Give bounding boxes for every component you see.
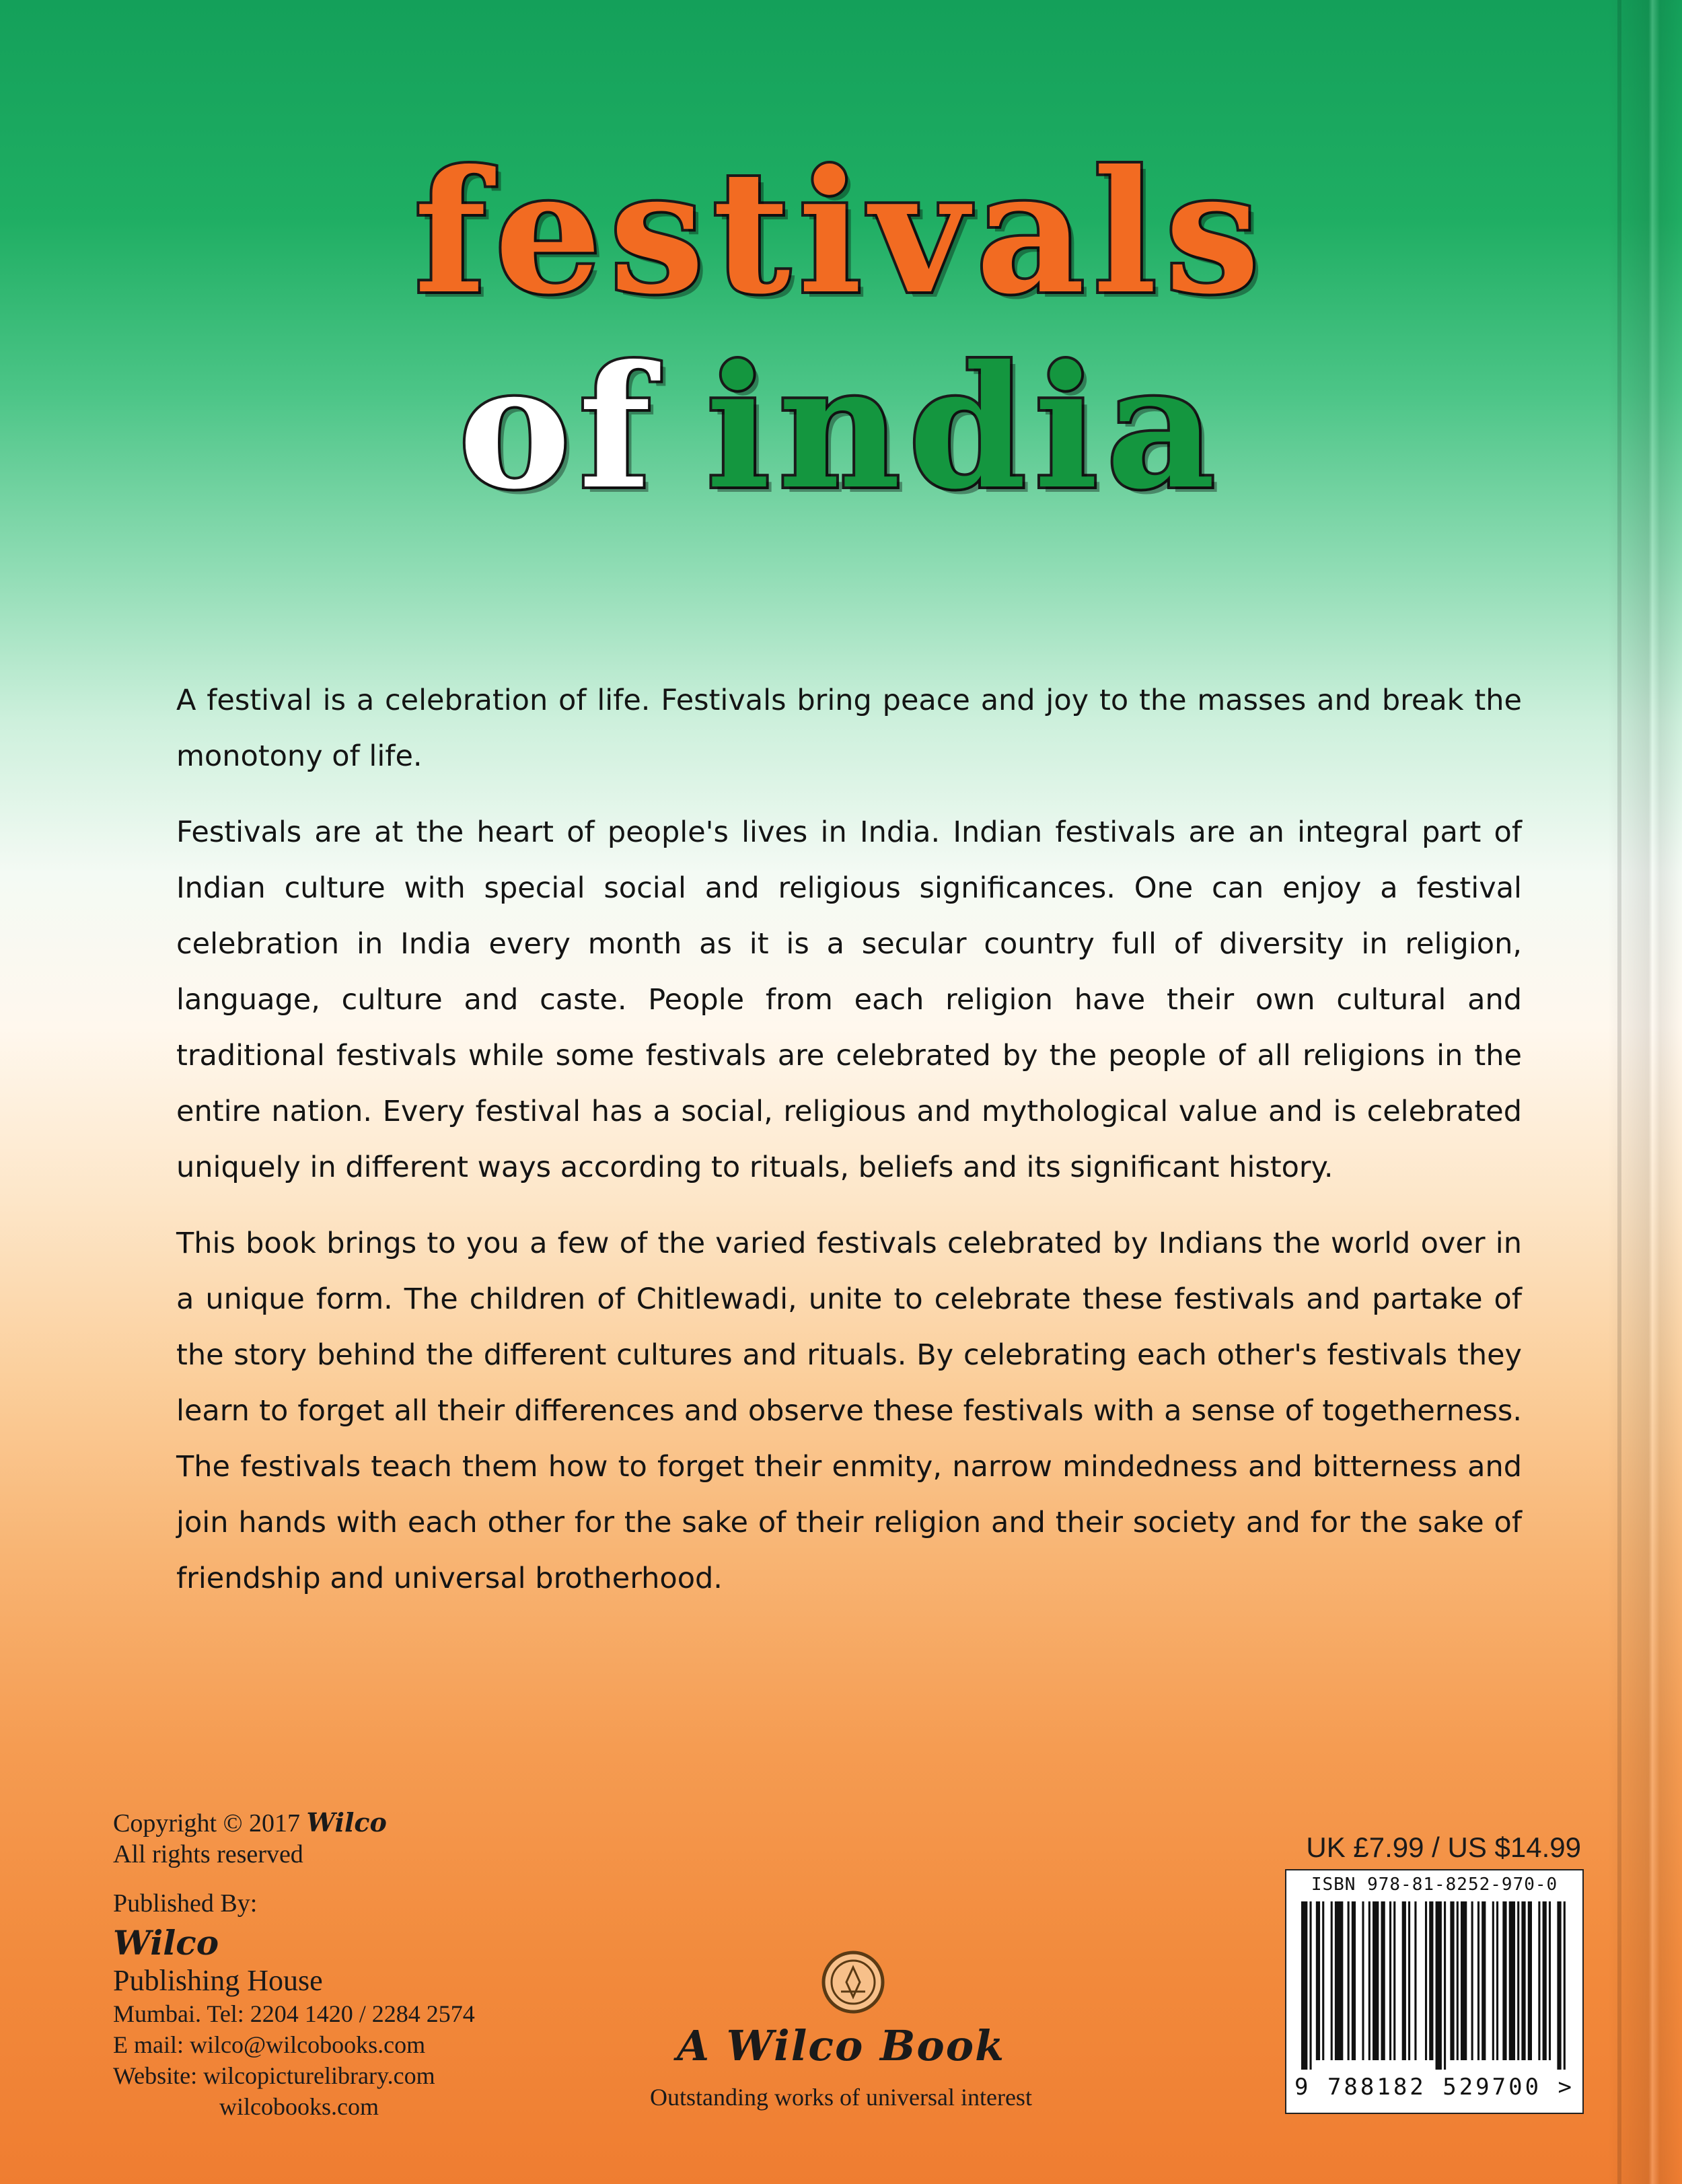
barcode-bar [1461,1901,1467,2060]
barcode-bar [1517,1901,1519,2060]
wilco-emblem-icon [821,1950,885,2014]
copyright-year: Copyright © 2017 [113,1809,300,1837]
blurb-paragraph-2: Festivals are at the heart of people's lives in India. Indian festivals are an integral part of Indian culture with special social and religious significances. One can enjoy a festival celebration in India every month as it is a secular country full of diversity in religion, language, culture and caste. People from each religion have their own cultural and traditional festivals while some festivals are celebrated by the people of all religions in the entire nation. Every festival has a social, religious and mythological value and is celebrated uniquely in different ways according to rituals, beliefs and its significant history. [176,815,1522,1184]
barcode-bars [1301,1901,1568,2070]
isbn-barcode [1285,1869,1584,2114]
publisher-name: Publishing House [113,1964,323,1997]
barcode-bar [1331,1901,1333,2060]
barcode-bar [1496,1901,1498,2060]
barcode-bar [1521,1901,1525,2060]
publisher-website: Website: wilcopicturelibrary.com [113,2062,435,2089]
barcode-bar [1348,1901,1350,2060]
barcode-bar [1389,1901,1391,2060]
wilco-book-logo: A Wilco Book [676,2021,1006,2070]
copyright-brand: Wilco [306,1807,387,1837]
copyright-notice [113,1807,387,1870]
blurb-paragraph-1: A festival is a celebration of life. Festivals bring peace and joy to the masses and break the monotony of life. [176,684,1522,773]
barcode-bar [1352,1901,1356,2060]
barcode-bar [1502,1901,1506,2060]
barcode-bar [1450,1901,1454,2060]
blurb-paragraph-3: This book brings to you a few of the varied festivals celebrated by Indians the world over in a unique form. The children of Chitlewadi, unite to celebrate these festivals and partake of the story behind the different cultures and rituals. By celebrating each other's festivals they learn to forget all their differences and observe these festivals with a sense of togetherness. The festivals teach them how to forget their enmity, narrow mindedness and bitterness and join hands with each other for the sake of their religion and their society and for the sake of friendship and universal brotherhood. [176,1227,1522,1595]
barcode-bar [1509,1901,1515,2060]
title-india: india [706,328,1224,526]
publisher-email: E mail: wilco@wilcobooks.com [113,2031,426,2058]
barcode-bar [1471,1901,1473,2060]
barcode-bar [1457,1901,1459,2060]
barcode-bar [1425,1901,1427,2060]
barcode-bar [1436,1901,1442,2070]
barcode-digits: 9 788182 529700 > [1294,2074,1574,2101]
barcode-bar [1373,1901,1379,2060]
barcode-bar [1335,1901,1343,2060]
barcode-bar [1301,1901,1307,2070]
published-by-label: Published By: [113,1889,258,1918]
barcode-bar [1538,1901,1540,2060]
barcode-bar [1414,1901,1416,2060]
publisher-tagline: Outstanding works of universal interest [650,2084,1032,2111]
barcode-bar [1528,1901,1532,2060]
publisher-address: Mumbai. Tel: 2204 1420 / 2284 2574 [113,2000,475,2027]
barcode-bar [1482,1901,1486,2060]
barcode-bar [1316,1901,1320,2060]
barcode-bar [1402,1901,1406,2060]
barcode-bar [1564,1901,1566,2070]
blurb-text [176,673,1522,1627]
barcode-bar [1543,1901,1547,2060]
barcode-bar [1492,1901,1494,2060]
barcode-bar [1477,1901,1479,2060]
barcode-bar [1322,1901,1324,2060]
barcode-bar [1309,1901,1311,2070]
isbn-number: ISBN 978-81-8252-970-0 [1311,1874,1558,1895]
publisher-website-2: wilcobooks.com [219,2093,379,2120]
rights-reserved: All rights reserved [113,1840,303,1868]
barcode-bar [1408,1901,1410,2060]
publisher-logo: Wilco [113,1923,219,1963]
barcode-bar [1368,1901,1370,2060]
barcode-bar [1362,1901,1364,2060]
barcode-bar [1549,1901,1551,2060]
copyright-line [113,1807,387,1839]
barcode-bar [1429,1901,1433,2060]
barcode-bar [1393,1901,1395,2060]
barcode-bar [1381,1901,1385,2060]
book-title [0,133,1682,526]
barcode-bar [1557,1901,1561,2070]
title-of: of [458,328,659,526]
price-label: UK £7.99 / US $14.99 [1306,1831,1581,1863]
barcode-bar [1444,1901,1446,2070]
title-festivals: festivals [414,133,1268,331]
title-line-two [0,328,1682,526]
